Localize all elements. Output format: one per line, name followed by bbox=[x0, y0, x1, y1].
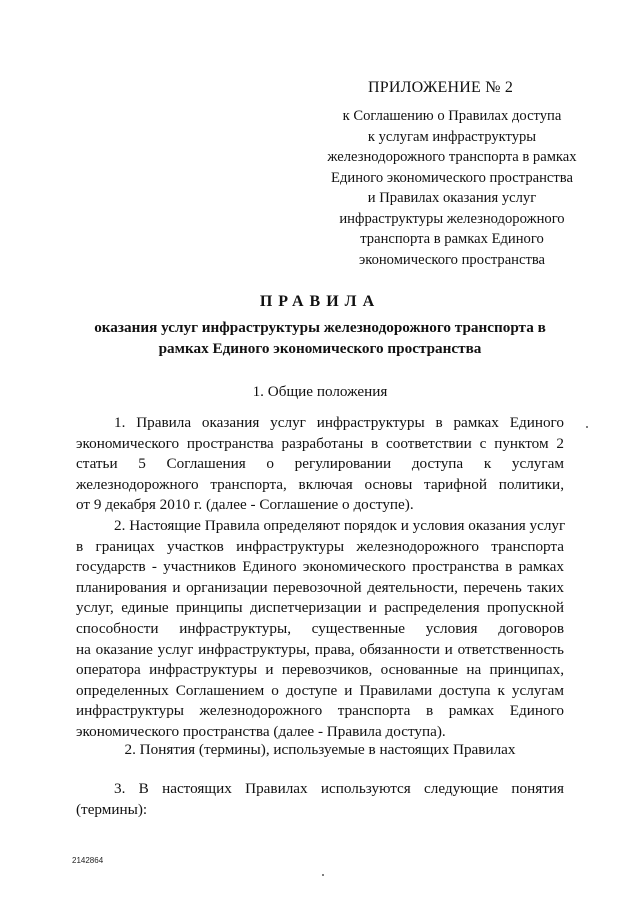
subtitle-line: оказания услуг инфраструктуры железнодорожного транспорта в bbox=[94, 319, 546, 336]
paragraph-line: планирования и организации перевозочной деятельности, перечень таких bbox=[76, 578, 564, 596]
section-heading-general: 1. Общие положения bbox=[252, 383, 388, 400]
paragraph-line: от 9 декабря 2010 г. (далее - Соглашение о доступе). bbox=[76, 496, 414, 514]
appendix-title: ПРИЛОЖЕНИЕ № 2 bbox=[368, 79, 514, 96]
appendix-line: к услугам инфраструктуры bbox=[367, 128, 537, 145]
paragraph-line: услуг, единые принципы диспетчеризации и распределения пропускной bbox=[76, 599, 564, 617]
paragraph-line: 2. Настоящие Правила определяют порядок и условия оказания услуг bbox=[114, 517, 566, 534]
paragraph-line: способности инфраструктуры, существенные условия договоров bbox=[76, 619, 564, 637]
section-heading-terms: 2. Понятия (термины), используемые в настоящих Правилах bbox=[124, 741, 516, 758]
scan-speck bbox=[322, 874, 324, 876]
document-subtitle bbox=[0, 318, 640, 359]
appendix-line: Единого экономического пространства bbox=[331, 169, 573, 186]
subtitle-line: рамках Единого экономического пространства bbox=[158, 339, 482, 357]
appendix-line: и Правилах оказания услуг bbox=[367, 190, 537, 206]
paragraph-line: статьи 5 Соглашения о регулировании доступа к услугам bbox=[76, 455, 564, 473]
paragraph-line: на оказание услуг инфраструктуры, права, обязанности и ответственность bbox=[76, 640, 564, 658]
paragraph-1 bbox=[76, 413, 564, 516]
appendix-line: инфраструктуры железнодорожного bbox=[339, 210, 565, 227]
paragraph-3 bbox=[76, 779, 564, 820]
paragraph-line: 1. Правила оказания услуг инфраструктуры в рамках Единого bbox=[114, 414, 564, 431]
paragraph-line: железнодорожного транспорта, включая основы тарифной политики, bbox=[76, 475, 564, 493]
appendix-line: железнодорожного транспорта в рамках bbox=[327, 149, 577, 165]
appendix-line: экономического пространства bbox=[358, 251, 546, 268]
appendix-line: транспорта в рамках Единого bbox=[360, 231, 544, 247]
appendix-block bbox=[302, 78, 602, 270]
paragraph-line: экономического пространства разработаны в соответствии с пунктом 2 bbox=[76, 434, 564, 452]
scan-speck bbox=[586, 426, 588, 428]
document-title: ПРАВИЛА bbox=[259, 293, 381, 310]
paragraph-line: экономического пространства (далее - Правила доступа). bbox=[76, 722, 446, 740]
paragraph-line: определенных Соглашением о доступе и Правилами доступа к услугам bbox=[76, 681, 564, 699]
paragraph-line: государств - участников Единого экономического пространства в рамках bbox=[76, 558, 564, 576]
paragraph-line: оператора инфраструктуры и перевозчиков, основанные на принципах, bbox=[76, 661, 564, 679]
paragraph-2 bbox=[76, 516, 564, 743]
paragraph-line: в границах участков инфраструктуры железнодорожного транспорта bbox=[76, 537, 564, 555]
appendix-line: к Соглашению о Правилах доступа bbox=[342, 108, 562, 124]
paragraph-line: инфраструктуры железнодорожного транспорта в рамках Единого bbox=[76, 702, 564, 720]
paragraph-line: 3. В настоящих Правилах используются следующие понятия bbox=[114, 780, 564, 797]
paragraph-line: (термины): bbox=[76, 800, 148, 818]
document-code: 2142864 bbox=[72, 856, 104, 865]
